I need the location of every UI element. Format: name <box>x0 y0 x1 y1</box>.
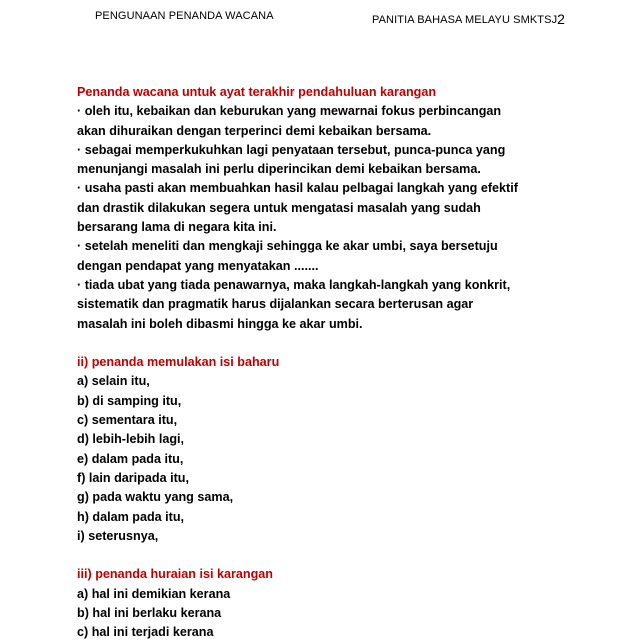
list-item: d) lebih-lebih lagi, <box>77 432 185 447</box>
text-line: menunjangi masalah ini perlu diperincikan demi kebaikan bersama. <box>77 162 481 177</box>
list-item: e) dalam pada itu, <box>77 451 184 466</box>
text-line: dengan pendapat yang menyatakan ....... <box>77 258 319 273</box>
list-item: b) di samping itu, <box>77 393 182 408</box>
list-item: i) seterusnya, <box>77 528 159 543</box>
text-line: · oleh itu, kebaikan dan keburukan yang mewarnai fokus perbincangan <box>77 104 502 119</box>
header-title-left: PENGUNAAN PENANDA WACANA <box>95 10 274 22</box>
list-huraian <box>77 585 622 643</box>
paragraph-gap <box>77 546 622 565</box>
text-line: dan drastik dilakukan segera untuk mengatasi masalah yang sudah <box>77 200 481 215</box>
list-item: a) selain itu, <box>77 374 150 389</box>
list-item: f) lain daripada itu, <box>77 470 189 485</box>
list-item: c) sementara itu, <box>77 413 178 428</box>
list-isi-baharu <box>77 372 622 546</box>
list-item: h) dalam pada itu, <box>77 509 185 524</box>
document-body <box>77 83 622 643</box>
text-line: · usaha pasti akan membuahkan hasil kalau pelbagai langkah yang efektif <box>77 181 518 196</box>
paragraph-gap <box>77 334 622 353</box>
page-header <box>0 8 638 28</box>
list-item: a) hal ini demikian kerana <box>77 586 231 601</box>
list-item: g) pada waktu yang sama, <box>77 490 234 505</box>
list-item: c) hal ini terjadi kerana <box>77 625 214 640</box>
text-line: · sebagai memperkukuhkan lagi penyataan tersebut, punca-punca yang <box>77 142 506 157</box>
header-title-right-text: PANITIA BAHASA MELAYU SMKTSJ <box>372 14 558 26</box>
text-line: masalah ini boleh dibasmi hingga ke akar umbi. <box>77 316 363 331</box>
text-line: akan dihuraikan dengan terperinci demi kebaikan bersama. <box>77 123 432 138</box>
text-line: sistematik dan pragmatik harus dijalankan secara berterusan agar <box>77 297 474 312</box>
section-heading-huraian: iii) penanda huraian isi karangan <box>77 567 273 582</box>
section-heading-isi-baharu: ii) penanda memulakan isi baharu <box>77 355 280 370</box>
list-item: b) hal ini berlaku kerana <box>77 606 222 621</box>
text-line: bersarang lama di negara kita ini. <box>77 220 277 235</box>
section-penutup-lines <box>77 102 622 334</box>
text-line: · tiada ubat yang tiada penawarnya, maka langkah-langkah yang konkrit, <box>77 277 511 292</box>
page-number: 2 <box>557 11 566 27</box>
section-heading-penutup: Penanda wacana untuk ayat terakhir pendahuluan karangan <box>77 85 437 99</box>
text-line: · setelah meneliti dan mengkaji sehingga ke akar umbi, saya bersetuju <box>77 239 498 254</box>
header-title-right <box>372 10 565 26</box>
